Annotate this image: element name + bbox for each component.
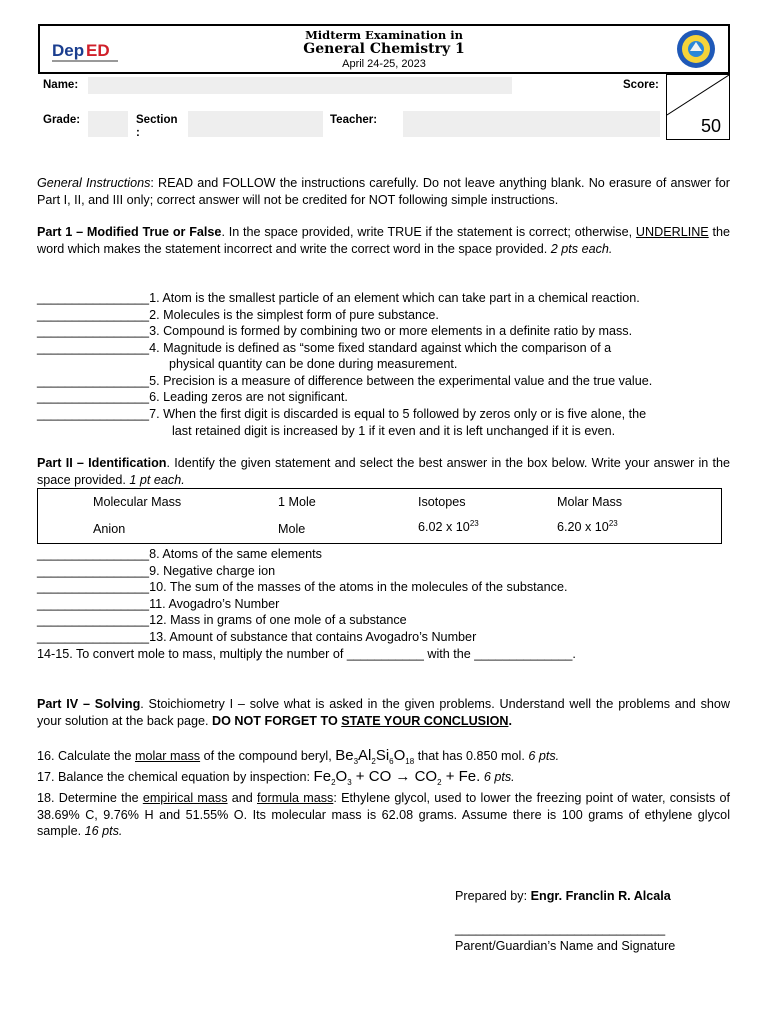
choice: Molar Mass: [557, 495, 623, 509]
teacher-label: Teacher:: [330, 114, 378, 126]
question-16: 16. Calculate the molar mass of the compound beryl, $Be_3Al_2Si_6O_{18}$ that has 0.850 mol. 6 pts.: [37, 747, 560, 766]
question-item: ________________11. Avogadro’s Number: [37, 596, 280, 611]
score-box[interactable]: [666, 74, 730, 140]
chemical-equation: $Fe_2O_3$ + CO → $CO_2 + Fe$.: [313, 768, 481, 787]
question-item: ________________10. The sum of the masses of the atoms in the molecules of the substance.: [37, 580, 568, 594]
question-item: ________________3. Compound is formed by combining two or more elements in a definite ratio by mass.: [37, 324, 633, 338]
exam-date: April 24-25, 2023: [342, 58, 426, 70]
part4-instructions: Part IV – Solving. Stoichiometry I – solve what is asked in the given problems. Understand well the problems and show your solution at the back page. DO NOT FORGET TO STATE YOUR CONCLUSION.: [37, 697, 730, 728]
choices-box: [37, 488, 722, 544]
svg-text:Dep: Dep: [52, 41, 85, 60]
choice: Isotopes: [418, 495, 466, 509]
name-field[interactable]: [88, 77, 512, 94]
question-item: ________________13. Amount of substance that contains Avogadro’s Number: [37, 629, 477, 644]
choice: Mole: [278, 522, 306, 536]
question-item: ________________4. Magnitude is defined as “some fixed standard against which the comparison of a: [37, 340, 612, 355]
beryl-formula: $Be_3Al_2Si_6O_{18}$: [335, 747, 415, 766]
section-label: Section :: [136, 114, 178, 139]
choice: 1 Mole: [278, 495, 316, 509]
name-label: Name:: [43, 79, 79, 91]
grade-field[interactable]: [88, 111, 128, 137]
question-item: ________________1. Atom is the smallest particle of an element which can take part in a chemical reaction.: [37, 291, 640, 305]
score-label: Score:: [623, 79, 659, 91]
question-item: ________________7. When the first digit is discarded is equal to 5 followed by zeros only or is five alone, the: [37, 406, 647, 421]
question-item: ________________8. Atoms of the same elements: [37, 547, 322, 561]
prepared-by: Prepared by: Engr. Franclin R. Alcala: [455, 889, 671, 903]
teacher-field[interactable]: [403, 111, 660, 137]
header-box: [38, 24, 730, 74]
signature-line: ______________________________: [455, 922, 666, 936]
section-field[interactable]: [188, 111, 323, 137]
part1-instructions: Part 1 – Modified True or False. In the space provided, write TRUE if the statement is correct; otherwise, UNDERLINE the word which makes the statement incorrect and write the correct word in the space provided. 2 pts each.: [37, 225, 731, 256]
question-item: ________________6. Leading zeros are not significant.: [37, 390, 348, 404]
school-seal-icon: [676, 29, 716, 69]
choice: Anion: [93, 522, 126, 536]
choice: 6.20 x $10^{23}$: [557, 519, 618, 535]
question-17: 17. Balance the chemical equation by inspection: $Fe_2O_3$ + CO → $CO_2 + Fe$. 6 pts.: [37, 768, 515, 787]
question-item: ________________2. Molecules is the simplest form of pure substance.: [37, 307, 439, 322]
total-score: 50: [700, 116, 721, 136]
signature-label: Parent/Guardian’s Name and Signature: [455, 939, 676, 953]
choice: Molecular Mass: [93, 495, 182, 509]
part2-instructions: Part II – Identification. Identify the given statement and select the best answer in the box below. Write your answer in the space provided. 1 pt each.: [37, 456, 731, 487]
exam-title: Midterm Examination in: [305, 28, 463, 42]
question-item-14-15: 14-15. To convert mole to mass, multiply the number of ___________ with the ______________.: [37, 647, 576, 661]
general-instructions: General Instructions: READ and FOLLOW the instructions carefully. Do not leave anything blank. No erasure of answer for Part I, II, and III only; correct answer will not be credited for NOT following simple instructions.: [37, 176, 730, 207]
question-item-continued: last retained digit is increased by 1 if it even and it is left unchanged if it is even.: [172, 424, 616, 438]
choice: 6.02 x $10^{23}$: [418, 519, 479, 535]
grade-label: Grade:: [43, 114, 81, 126]
question-item: ________________5. Precision is a measure of difference between the experimental value and the true value.: [37, 373, 653, 388]
question-18: 18. Determine the empirical mass and formula mass: Ethylene glycol, used to lower the freezing point of water, consists of 38.69% C, 9.76% H and 51.55% O. Its molecular mass is 62.08 grams. Assume there is 100 grams of ethylene glycol sample. 16 pts.: [37, 791, 730, 838]
subject-title: General Chemistry 1: [303, 41, 465, 57]
question-item: ________________9. Negative charge ion: [37, 563, 276, 578]
svg-text:ED: ED: [86, 41, 110, 60]
question-item-continued: physical quantity can be done during measurement.: [169, 357, 458, 371]
question-item: ________________12. Mass in grams of one mole of a substance: [37, 613, 407, 627]
